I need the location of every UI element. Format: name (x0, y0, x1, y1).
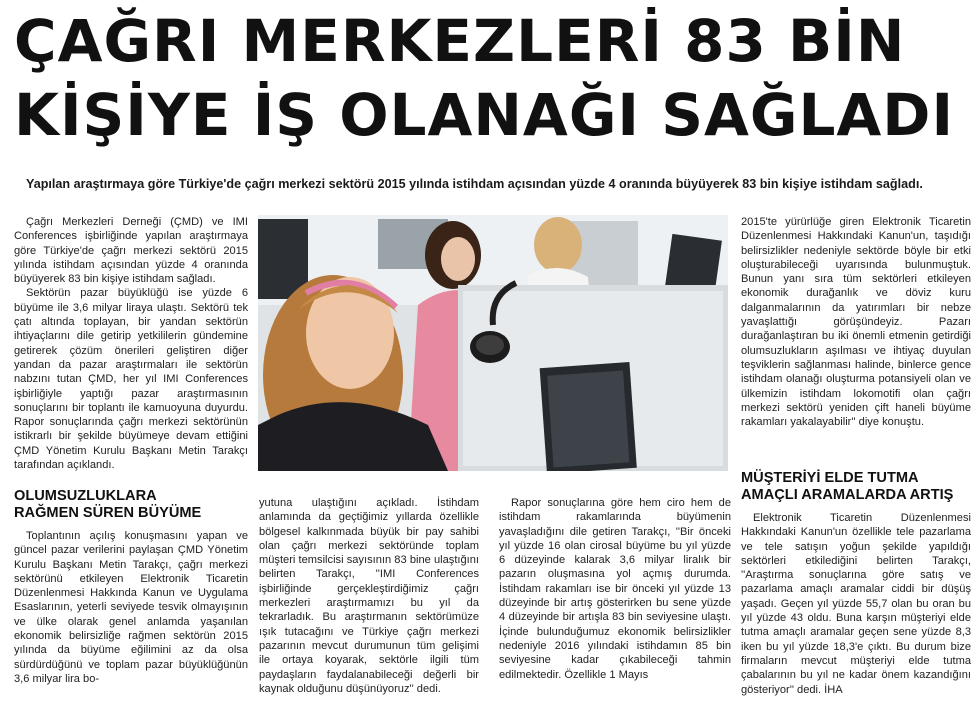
column-4-top (741, 215, 971, 429)
col2-paragraph-1: yutuna ulaştığını açıkladı. İstihdam anlamında da geçtiğimiz yıllarda özellikle bölgesel kalkınmada büyük bir pay sahibi olan çağrı merkezi sektöründe toplam müşteri temsilcisi sayısının 83 bine ulaştığını belirten Tarakçı, ''IMI Conferences işbirliğinde gerçekleştirdiğimiz çağrı merkezleri araştırmamızı bu yıl da tekrarladık. Bu araştırmanın sektörümüze ışık tutacağını ve Türkiye çağrı merkezi pazarının mevcut durumunun tüm gelişimi ile ortaya koyarak, sektörle ilgili tüm paydaşların faydalanabileceği değerli bir kaynak olduğunu düşünüyoruz'' dedi. (259, 497, 479, 695)
col1-subheading-line-2: RAĞMEN SÜREN BÜYÜME (14, 505, 202, 521)
call-center-illustration (258, 215, 728, 471)
headline (14, 4, 970, 152)
col1-paragraph-1: Çağrı Merkezleri Derneği (ÇMD) ve IMI Conferences işbirliğinde yapılan araştırmaya göre Türkiye'de çağrı merkezi sektörü 2015 yılında istihdam açısından yüzde 4 oranında büyüyerek 83 bin kişiye istihdam sağladı. (14, 216, 248, 286)
column-3 (499, 496, 731, 682)
col3-paragraph-1: Rapor sonuçlarına göre hem ciro hem de istihdam rakamlarında büyümenin yavaşladığını dile getiren Tarakçı, ''Bir önceki yıl yüzde 16 olan cirosal büyüme bu yıl yüzde 6 düzeyinde kalarak 3,6 milyar liralık bir pazarın oluşmasına yol açmış durumda. İstihdam rakamları ise bir önceki yıl yüzde 13 düzeyinde bir artış gösterirken bu sene yüzde 4 düzeyinde bir artışla 83 bin seviyesine ulaştı. İçinde bulunduğumuz ekonomik belirsizlikler nedeniyle 2016 yılındaki istihdamın 85 bin seviyesine kadar çıkabileceği tahmin edilmektedir. Özellikle 1 Mayıs (499, 497, 731, 681)
col1-subheading-line-1: OLUMSUZLUKLARA (14, 488, 157, 504)
column-1-bottom (14, 488, 248, 686)
col4-subheading (741, 470, 971, 504)
col4-paragraph-2: Elektronik Ticaretin Düzenlenmesi Hakkındaki Kanun'un özellikle tele pazarlama ve tele satışın yoğun şekilde yapıldığı sektörleri etkilediğini belirten Tarakçı, ''Araştırma sonuçlarına göre satış ve pazarlama amaçlı aramalar ciddi bir düşüş yaşadı. Geçen yıl yüzde 55,7 olan bu oran bu yıl yüzde 43 oldu. Buna karşın müşteriyi elde tutma amaçlı aramalar geçen sene yüzde 8,3 iken bu yıl yüzde 18,3'e çıktı. Bu durum bize firmaların mevcut müşteriyi elde tutma çabalarının bu yıl ne kadar önem kazandığını gösteriyor'' dedi. İHA (741, 512, 971, 696)
col1-paragraph-2: Sektörün pazar büyüklüğü ise yüzde 6 büyüme ile 3,6 milyar liraya ulaştı. Sektörü tek çatı altında toplayan, bir yandan sektörün ihtiyaçlarını dile getirip yetkililerin gündemine getirerek çözüm önerileri geliştiren diğer yandan da pazar araştırmaları ile sektörün nabzını tutan ÇMD, her yıl IMI Conferences işbirliğiyle yaptığı pazar araştırmasının sonuçlarını bir toplantı ile kamuoyuna duyurdu. Rapor sonuçlarında çağrı merkezi sektörünün istikrarlı bir şekilde büyümeye devam ettiğini ÇMD Yönetim Kurulu Başkanı Metin Tarakçı tarafından açıklandı. (14, 287, 248, 472)
col4-subheading-line-1: MÜŞTERİYİ ELDE TUTMA (741, 470, 919, 486)
col1-paragraph-3: Toplantının açılış konuşmasını yapan ve güncel pazar verilerini paylaşan ÇMD Yönetim Kurulu Başkanı Metin Tarakçı, çağrı merkezi sektörünü etkileyen Elektronik Ticaretin Düzenlenmesi Hakkında Kanun ve Uygulama Esaslarının, yeterli seviyede tesvik olmayışının ve ülke olarak genel anlamda yaşanılan ekonomik belirsizliğe rağmen sektörün 2015 yılında da büyüme eğilimini az da olsa sürdürdüğünü ve toplam pazar büyüklüğünün 3,6 milyar lira bo- (14, 530, 248, 685)
column-1-top (14, 215, 248, 472)
call-center-photo (258, 215, 728, 471)
column-4-bottom (741, 470, 971, 697)
col4-subheading-line-2: AMAÇLI ARAMALARDA ARTIŞ (741, 487, 954, 503)
headline-line-2: KİŞİYE İŞ OLANAĞI SAĞLADI (14, 81, 955, 149)
lead-paragraph: Yapılan araştırmaya göre Türkiye'de çağrı merkezi sektörü 2015 yılında istihdam açısından yüzde 4 oranında büyüyerek 83 bin kişiye istihdam sağladı. (26, 177, 923, 191)
column-2 (259, 496, 479, 696)
col1-subheading (14, 488, 248, 522)
col4-paragraph-1: 2015'te yürürlüğe giren Elektronik Ticaretin Düzenlenmesi Hakkındaki Kanun'un, taşıdığı belirsizlikler nedeniyle sektörde böyle bir etki oluşturabileceği uyarısında bulunmuştuk. Bunun yanı sıra tüm sektörleri etkileyen ekonomik durağanlık ve döviz kuru dalganmalarının da yatırımları bir nebze yavaşlattığı görüşündeyiz. Pazarı durağanlaştıran bu iki önemli etmenin getirdiği olumsuzlukların aşılması ve ihtiyaç duyulan teşviklerin sağlanması halinde, binlerce gence istihdam olanağı oluşturma potansiyeli olan ve ülkemizin istihdam lokomotifi olan çağrı merkezi sektörü yeniden çift haneli büyüme rakamları yakalayabilir'' diye konuştu. (741, 216, 971, 429)
headline-line-1: ÇAĞRI MERKEZLERİ 83 BİN (14, 7, 906, 75)
